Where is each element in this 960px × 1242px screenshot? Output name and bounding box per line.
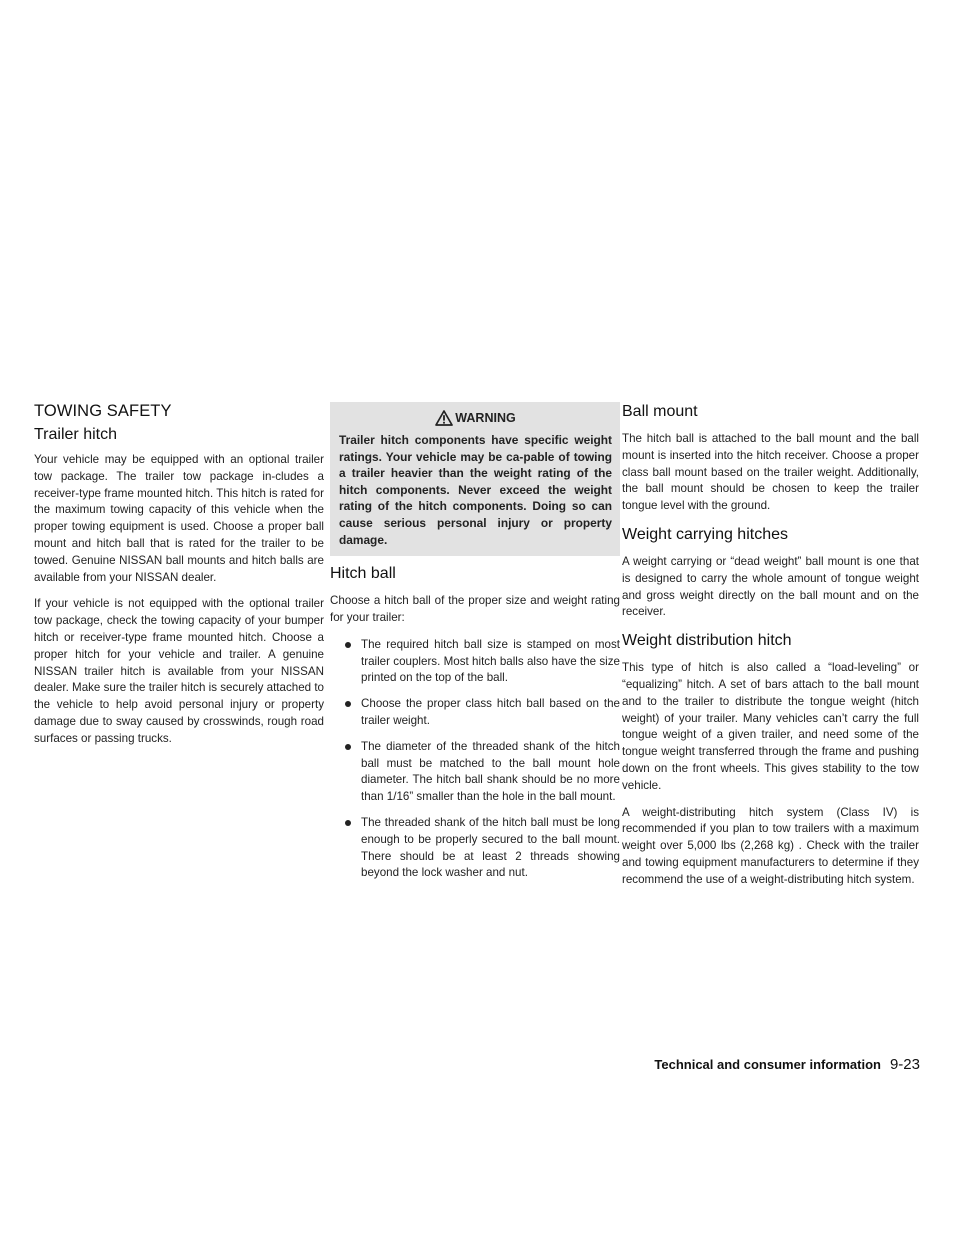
- list-item-text: The threaded shank of the hitch ball must be long enough to be properly secured to the ball mount. There should be at least 2 threads showing beyond the lock washer and nut.: [361, 815, 620, 880]
- warning-header: [339, 408, 612, 428]
- weight-carrying-heading: Weight carrying hitches: [622, 525, 788, 543]
- weight-distribution-paragraph-1: This type of hitch is also called a “load-leveling” or “equalizing” hitch. A set of bars attach to the ball mount and to the trailer to distribute the tongue weight (hitch weight) of your trailer. Many vehicles can’t carry the full tongue weight of a given trailer, and need some of the tongue weight transferred through the frame and pushing down on the front wheels. This gives stability to the tow vehicle.: [622, 661, 919, 792]
- list-item: [343, 637, 620, 687]
- weight-distribution-heading: Weight distribution hitch: [622, 632, 792, 650]
- hitch-ball-list: [330, 637, 620, 882]
- bullet-icon: [345, 744, 351, 750]
- column-middle: [330, 402, 620, 891]
- column-left: [34, 402, 324, 758]
- column-right: [622, 402, 919, 899]
- list-item-text: The required hitch ball size is stamped on most trailer couplers. Most hitch balls also have the size printed on the top of the ball.: [361, 637, 620, 685]
- page-number: 9-23: [889, 1056, 920, 1073]
- weight-distribution-paragraph-2: A weight-distributing hitch system (Class IV) is recommended if you plan to tow trailers with a maximum weight over 5,000 lbs (2,268 kg) . Check with the trailer and towing equipment manufacturers to determine if they recommend the use of a weight-distributing hitch system.: [622, 805, 919, 886]
- list-item: [343, 696, 620, 730]
- list-item-text: Choose the proper class hitch ball based on the trailer weight.: [361, 697, 620, 727]
- weight-carrying-paragraph: A weight carrying or “dead weight” ball mount is one that is designed to carry the whole amount of tongue weight and gross weight directly on the ball mount and on the receiver.: [622, 554, 919, 619]
- warning-box: [330, 402, 620, 556]
- footer-section-title: Technical and consumer information: [654, 1057, 881, 1072]
- warning-triangle-icon: [435, 410, 453, 426]
- ball-mount-heading: Ball mount: [622, 403, 698, 420]
- bullet-icon: [345, 701, 351, 707]
- ball-mount-paragraph: The hitch ball is attached to the ball mount and the ball mount is inserted into the hitch receiver. Choose a proper class ball mount based on the trailer weight. Additionally, the ball mount should be chosen to keep the trailer tongue level with the ground.: [622, 432, 919, 513]
- list-item-text: The diameter of the threaded shank of the hitch ball must be matched to the ball mount hole diameter. The hitch ball shank should be no more than 1/16” smaller than the hole in the ball mount.: [361, 739, 620, 804]
- warning-label: WARNING: [455, 411, 516, 425]
- hitch-ball-heading: Hitch ball: [330, 565, 396, 583]
- warning-text: Trailer hitch components have specific weight ratings. Your vehicle may be ca-pable of towing a trailer heavier than the weight rating of the hitch components. Never exceed the weight rating of the hitch components. Doing so can cause serious personal injury or property damage.: [339, 433, 612, 547]
- list-item: [343, 739, 620, 806]
- trailer-hitch-paragraph-1: Your vehicle may be equipped with an optional trailer tow package. The trailer tow package in-cludes a receiver-type frame mounted hitch. This hitch is rated for the maximum towing capacity of this vehicle when the proper towing equipment is used. Choose a proper ball mount and hitch ball that is rated for the trailer to be towed. Genuine NISSAN ball mounts and hitch balls are available from your NISSAN dealer.: [34, 453, 324, 584]
- trailer-hitch-paragraph-2: If your vehicle is not equipped with the optional trailer tow package, check the towing capacity of your bumper hitch or receiver-type frame mounted hitch. Choose a proper hitch for your vehicle and trailer. A genuine NISSAN trailer hitch is available from your NISSAN dealer. Make sure the trailer hitch is securely attached to the vehicle to help avoid personal injury or property damage due to sway caused by crosswinds, rough road surfaces or passing trucks.: [34, 597, 324, 745]
- page-footer: [620, 1056, 920, 1073]
- hitch-ball-intro: Choose a hitch ball of the proper size and weight rating for your trailer:: [330, 594, 620, 624]
- section-title: TOWING SAFETY: [34, 402, 172, 420]
- bullet-icon: [345, 642, 351, 648]
- list-item: [343, 815, 620, 882]
- bullet-icon: [345, 820, 351, 826]
- trailer-hitch-heading: Trailer hitch: [34, 426, 117, 443]
